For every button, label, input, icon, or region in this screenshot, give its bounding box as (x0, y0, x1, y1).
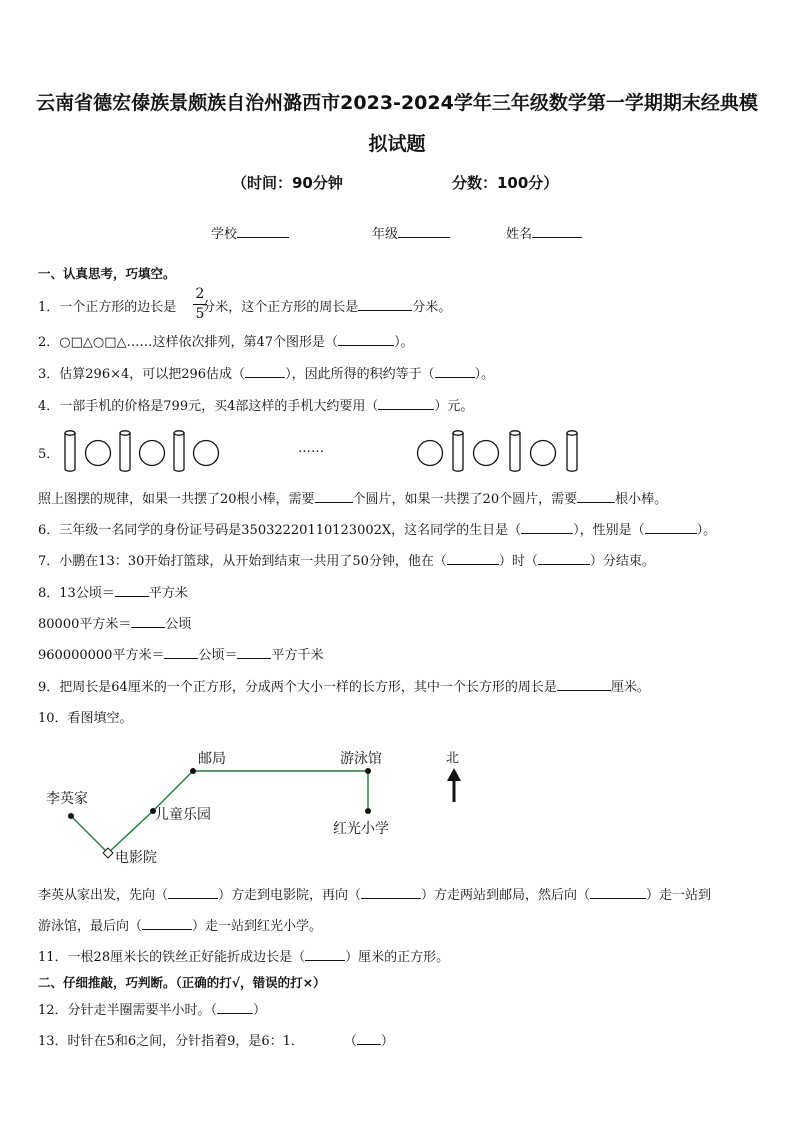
label-home: 李英家 (46, 791, 88, 807)
north-arrow-icon (447, 768, 461, 802)
q10-part-1: 李英从家出发，先向（ (38, 888, 169, 903)
q5-ellipsis: …… (298, 441, 324, 456)
question-5-text (38, 488, 667, 507)
q8-l2-suffix: 公顷 (165, 617, 192, 632)
q8-answer-blank-3[interactable] (164, 646, 198, 659)
stick-icon (567, 431, 577, 471)
q8-l3-mid: 公顷＝ (198, 648, 238, 663)
q7-answer-blank-1[interactable] (447, 552, 499, 565)
q1-prefix: 1．一个正方形的边长是 (38, 300, 177, 315)
q7-part-2: ）时（ (498, 554, 538, 569)
question-8-line-3 (38, 644, 323, 663)
name-label: 姓名 (506, 227, 533, 242)
q5-part-3: 根小棒。 (615, 492, 668, 507)
school-field (211, 223, 289, 242)
fraction-numerator: 2 (195, 286, 205, 302)
q8-answer-blank-4[interactable] (237, 646, 271, 659)
disc-icon (86, 441, 111, 466)
q8-l1-prefix: 8．13公顷＝ (38, 586, 115, 601)
stick-icon (174, 431, 184, 471)
q12-prefix: 12．分针走半圈需要半小时。（ (38, 1003, 218, 1018)
question-8-line-2 (38, 613, 191, 632)
q8-l3-suffix: 平方千米 (271, 648, 324, 663)
q5-number: 5． (38, 447, 60, 462)
disc-icon (418, 441, 443, 466)
q4-suffix: ）元。 (434, 399, 474, 414)
q5-answer-blank-1[interactable] (315, 490, 353, 503)
question-7 (38, 550, 655, 569)
question-1 (38, 296, 451, 315)
question-10-line-2 (38, 915, 322, 934)
q10-answer-blank-4[interactable] (142, 917, 192, 930)
q3-part-2: ），因此所得的积约等于（ (285, 367, 435, 382)
q1-suffix: 分米。 (412, 300, 452, 315)
name-blank[interactable] (532, 225, 582, 238)
disc-icon (474, 441, 499, 466)
q11-prefix: 11．一根28厘米长的铁丝正好能折成边长是（ (38, 950, 306, 965)
stick-icon (453, 431, 463, 471)
stick-icon (120, 431, 130, 471)
q3-part-1: 3．估算296×4，可以把296估成（ (38, 367, 246, 382)
route-lines (71, 771, 368, 853)
q2-suffix: ）。 (394, 335, 414, 350)
q6-answer-blank-1[interactable] (521, 521, 573, 534)
q13-answer-blank[interactable] (357, 1032, 381, 1045)
q9-prefix: 9．把周长是64厘米的一个正方形，分成两个大小一样的长方形，其中一个长方形的周长是 (38, 680, 557, 695)
map-points (68, 768, 371, 819)
q8-answer-blank-2[interactable] (131, 615, 165, 628)
q12-answer-blank[interactable] (217, 1001, 253, 1014)
question-10-line-1 (38, 884, 711, 903)
q1-middle: 分米，这个正方形的周长是 (202, 300, 359, 315)
stick-icon (510, 431, 520, 471)
q8-answer-blank-1[interactable] (115, 584, 149, 597)
q8-l3-prefix: 960000000平方米＝ (38, 648, 165, 663)
label-post-office: 邮局 (198, 751, 226, 767)
q7-answer-blank-2[interactable] (538, 552, 590, 565)
q10-answer-blank-2[interactable] (361, 886, 421, 899)
school-blank[interactable] (237, 225, 289, 238)
stick-icon (65, 431, 75, 471)
q4-prefix: 4．一部手机的价格是799元，买4部这样的手机大约要用（ (38, 399, 379, 414)
label-north: 北 (446, 751, 460, 766)
q3-answer-blank-2[interactable] (435, 365, 475, 378)
fraction-denominator: 5 (195, 306, 205, 322)
q13-prefix: 13．时针在5和6之间，分针指着9，是6：1． (38, 1034, 304, 1049)
q3-part-3: ）。 (474, 367, 495, 382)
section-1-title: 一、认真思考，巧填空。 (38, 266, 176, 281)
q1-answer-blank[interactable] (358, 298, 412, 311)
label-cinema: 电影院 (115, 850, 157, 866)
question-9 (38, 676, 650, 695)
label-park: 儿童乐园 (155, 807, 211, 823)
disc-icon (194, 441, 219, 466)
question-10-prompt: 10．看图填空。 (38, 711, 133, 726)
title-line-2: 拟试题 (368, 133, 426, 155)
q6-part-2: ），性别是（ (573, 523, 645, 538)
q12-suffix: ） (253, 1003, 267, 1018)
q10-part-6: ）走一站到红光小学。 (192, 919, 323, 934)
section-2-title: 二、仔细推敲，巧判断。（正确的打√，错误的打×） (38, 975, 326, 990)
q10-answer-blank-3[interactable] (590, 886, 646, 899)
q5-part-2: 个圆片，如果一共摆了20个圆片，需要 (352, 492, 578, 507)
q7-part-3: ）分结束。 (589, 554, 655, 569)
question-3 (38, 363, 494, 382)
q6-part-3: ）。 (696, 523, 717, 538)
label-pool: 游泳馆 (340, 751, 382, 767)
grade-label: 年级 (372, 227, 399, 242)
q10-part-2: ）方走到电影院，再向（ (218, 888, 362, 903)
q13-paren-close: ） (380, 1034, 394, 1049)
q5-pattern-figure (60, 425, 590, 477)
q10-part-5: 游泳馆，最后向（ (38, 919, 143, 934)
q10-part-4: ）走一站到 (646, 888, 712, 903)
question-11 (38, 946, 449, 965)
q13-paren-open: （ (343, 1034, 357, 1049)
q5-part-1: 照上图摆的规律，如果一共摆了20根小棒，需要 (38, 492, 315, 507)
q4-answer-blank[interactable] (378, 397, 434, 410)
q7-part-1: 7．小鹏在13：30开始打篮球，从开始到结束一共用了50分钟，他在（ (38, 554, 447, 569)
q11-answer-blank[interactable] (305, 948, 345, 961)
q5-answer-blank-2[interactable] (577, 490, 615, 503)
route-map (40, 744, 480, 874)
disc-icon (531, 441, 556, 466)
q9-suffix: 厘米。 (610, 680, 650, 695)
q6-answer-blank-2[interactable] (645, 521, 697, 534)
question-2 (38, 331, 414, 350)
disc-icon (140, 441, 165, 466)
q10-answer-blank-1[interactable] (168, 886, 218, 899)
q1-fraction (193, 286, 207, 323)
q11-suffix: ）厘米的正方形。 (345, 950, 450, 965)
q2-prefix: 2．○□△○□△……这样依次排列，第47个图形是（ (38, 335, 339, 350)
title-line-1: 云南省德宏傣族景颇族自治州潞西市2023-2024学年三年级数学第一学期期末经典模 (36, 92, 758, 114)
q8-l2-prefix: 80000平方米＝ (38, 617, 132, 632)
exam-score: 分数：100分） (452, 174, 559, 192)
question-13 (38, 1030, 394, 1049)
q8-l1-suffix: 平方米 (148, 586, 188, 601)
q6-part-1: 6．三年级一名同学的身份证号码是35032220110123002X，这名同学的生日是（ (38, 523, 522, 538)
question-4 (38, 395, 473, 414)
q9-answer-blank[interactable] (557, 678, 611, 691)
q3-answer-blank-1[interactable] (245, 365, 285, 378)
grade-field (372, 223, 450, 242)
school-label: 学校 (211, 227, 238, 242)
question-6 (38, 519, 716, 538)
question-12 (38, 999, 266, 1018)
grade-blank[interactable] (398, 225, 450, 238)
q10-part-3: ）方走两站到邮局，然后向（ (421, 888, 591, 903)
exam-time: （时间：90分钟 (232, 174, 343, 192)
name-field (506, 223, 582, 242)
question-8-line-1 (38, 582, 188, 601)
q2-answer-blank[interactable] (338, 333, 394, 346)
label-school: 红光小学 (333, 821, 389, 837)
